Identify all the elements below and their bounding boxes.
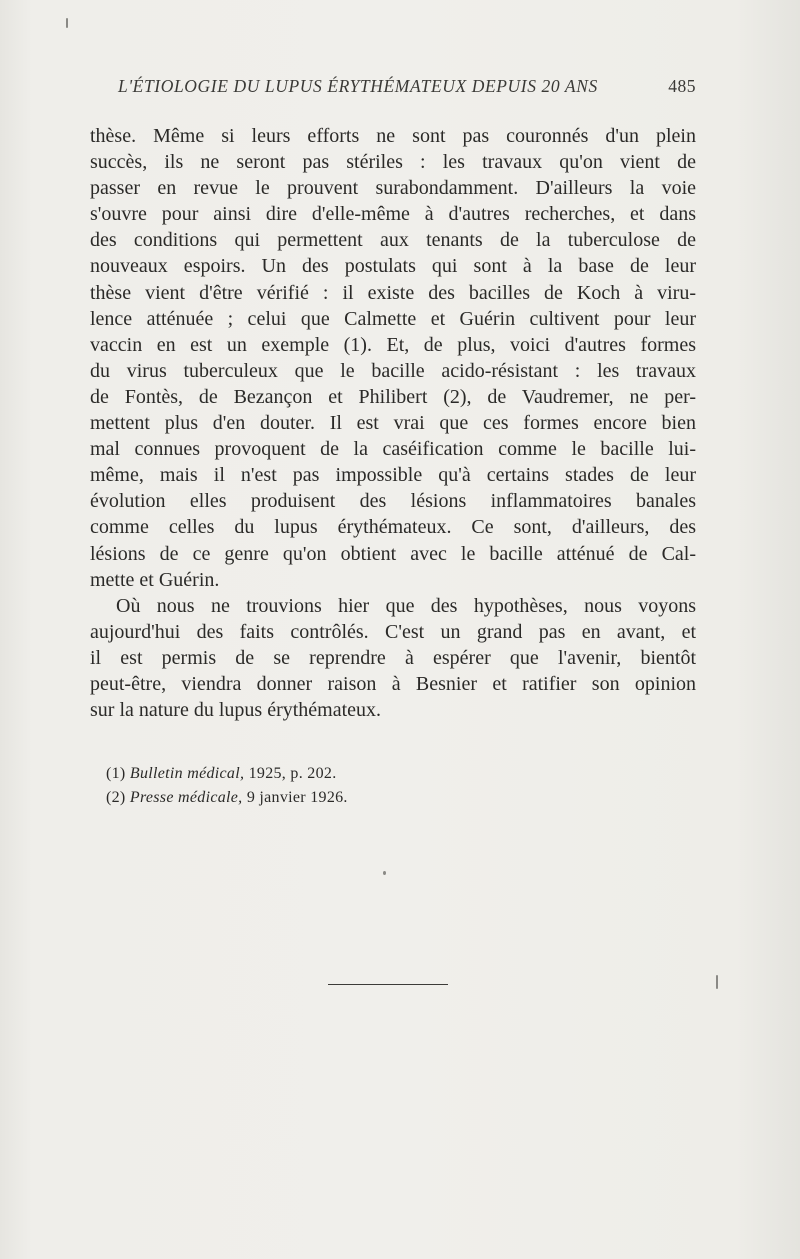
page-number: 485 (668, 76, 696, 96)
text-line: de Fontès, de Bezançon et Philibert (2), de Vaudremer, ne per- (90, 385, 696, 408)
footnote-number: (2) (106, 789, 126, 806)
footnote (106, 786, 666, 810)
footnote (106, 762, 666, 786)
text-line: s'ouvre pour ainsi dire d'elle-même à d'autres recherches, et dans (90, 203, 696, 226)
paragraph-start-line: Où nous ne trouvions hier que des hypothèses, nous voyons (116, 594, 696, 617)
text-line: lence atténuée ; celui que Calmette et Guérin cultivent pour leur (90, 307, 696, 330)
text-line: thèse vient d'être vérifié : il existe des bacilles de Koch à viru- (90, 281, 696, 304)
body-text (90, 123, 696, 723)
text-line: peut-être, viendra donner raison à Besnier et ratifier son opinion (90, 672, 696, 695)
paper-speck (383, 871, 386, 875)
text-line: passer en revue le prouvent surabondamment. D'ailleurs la voie (90, 177, 696, 200)
text-line: nouveaux espoirs. Un des postulats qui sont à la base de leur (90, 255, 696, 278)
text-line: sur la nature du lupus érythémateux. (90, 699, 382, 722)
footnote-citation: 1925, p. 202. (248, 765, 337, 782)
footnote-number: (1) (106, 765, 126, 782)
end-rule (328, 984, 448, 985)
footnote-citation: 9 janvier 1926. (246, 789, 348, 806)
text-line: lésions de ce genre qu'on obtient avec le bacille atténué de Cal- (90, 542, 696, 565)
text-line: il est permis de se reprendre à espérer que l'avenir, bientôt (90, 646, 696, 669)
text-line: mettent plus d'en douter. Il est vrai que ces formes encore bien (90, 412, 696, 435)
text-line: du virus tuberculeux que le bacille acido-résistant : les travaux (90, 359, 696, 382)
text-line: succès, ils ne seront pas stériles : les travaux qu'on vient de (90, 151, 696, 174)
text-line: mal connues provoquent de la caséification comme le bacille lui- (90, 438, 696, 461)
text-line: des conditions qui permettent aux tenants de la tuberculose de (90, 229, 696, 252)
paper-speck (716, 975, 718, 989)
text-line: évolution elles produisent des lésions inflammatoires banales (90, 490, 696, 513)
footnote-source-title: Presse médicale, (129, 789, 243, 806)
text-line: thèse. Même si leurs efforts ne sont pas couronnés d'un plein (90, 125, 696, 147)
text-line: vaccin en est un exemple (1). Et, de plus, voici d'autres formes (90, 333, 696, 356)
text-line: aujourd'hui des faits contrôlés. C'est un grand pas en avant, et (90, 620, 696, 643)
paper-speck (66, 18, 68, 28)
footnotes (106, 762, 666, 810)
text-line: mette et Guérin. (90, 568, 220, 591)
running-head-title: L'ÉTIOLOGIE DU LUPUS ÉRYTHÉMATEUX DEPUIS 20 ANS (118, 76, 598, 96)
text-line: même, mais il n'est pas impossible qu'à certains stades de leur (90, 464, 696, 487)
running-head (118, 76, 696, 100)
text-line: comme celles du lupus érythémateux. Ce sont, d'ailleurs, des (90, 516, 696, 539)
footnote-source-title: Bulletin médical, (129, 765, 245, 782)
